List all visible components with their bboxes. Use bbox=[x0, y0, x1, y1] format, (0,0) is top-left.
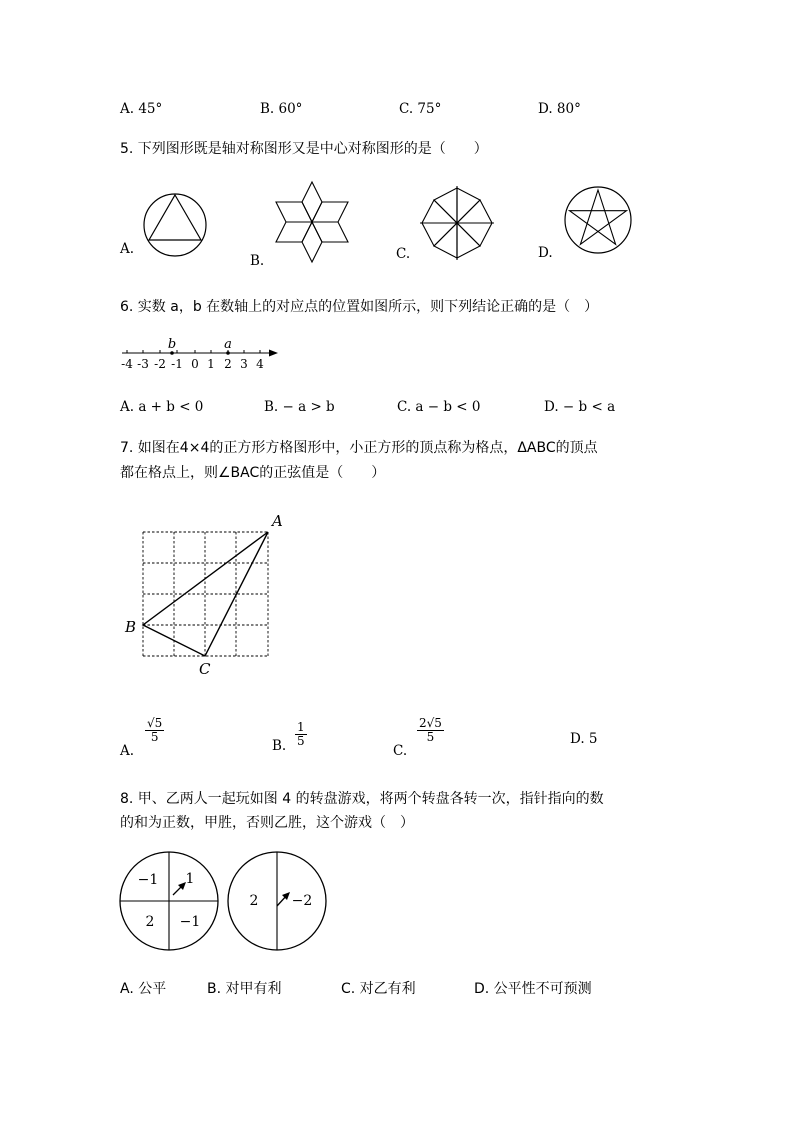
q7-grid-triangle bbox=[120, 505, 295, 685]
q8-wheel1-value: 2 bbox=[145, 914, 155, 930]
q6-tick-label: 1 bbox=[207, 357, 215, 371]
q7-stem-line1: 7. 如图在4×4的正方形方格图形中，小正方形的顶点称为格点，ΔABC的顶点 bbox=[120, 440, 598, 456]
q5-label-d: D. bbox=[538, 245, 553, 261]
q6-option-b: B. − a > b bbox=[264, 399, 335, 415]
q7-option-c-fraction bbox=[417, 717, 444, 744]
q6-option-a: A. a + b < 0 bbox=[120, 399, 204, 415]
q5-label-c: C. bbox=[396, 246, 411, 262]
q8-option-a: A. 公平 bbox=[120, 981, 167, 997]
q8-wheel2-value: 2 bbox=[249, 893, 259, 909]
q8-wheel2-value: −2 bbox=[291, 893, 313, 909]
denominator: 5 bbox=[297, 734, 305, 748]
q8-stem-line1: 8. 甲、乙两人一起玩如图 4 的转盘游戏，将两个转盘各转一次，指针指向的数 bbox=[120, 791, 604, 807]
q7-vertex-a: A bbox=[272, 512, 283, 530]
q6-tick-label: -2 bbox=[154, 357, 166, 371]
q5-stem: 5. 下列图形既是轴对称图形又是中心对称图形的是（ ） bbox=[120, 141, 488, 157]
q6-tick-label: 3 bbox=[240, 357, 248, 371]
q8-wheel1-value: −1 bbox=[179, 914, 201, 930]
q6-tick-label: -1 bbox=[171, 357, 183, 371]
q7-option-c-label: C. bbox=[393, 743, 408, 759]
q8-option-b: B. 对甲有利 bbox=[207, 981, 282, 997]
q5-figure-c-pinwheel bbox=[420, 186, 494, 260]
q8-option-d: D. 公平性不可预测 bbox=[474, 981, 592, 997]
denominator: 5 bbox=[150, 730, 159, 744]
q4-option-b: B. 60° bbox=[260, 101, 303, 117]
q4-option-c: C. 75° bbox=[399, 101, 442, 117]
q7-vertex-b: B bbox=[125, 618, 137, 636]
numerator: √5 bbox=[147, 716, 163, 730]
q7-option-d: D. 5 bbox=[570, 731, 598, 747]
q6-number-line bbox=[120, 336, 285, 376]
q7-vertex-c: C bbox=[199, 660, 211, 678]
q5-label-a: A. bbox=[120, 241, 135, 257]
q7-stem-line2: 都在格点上，则∠BAC的正弦值是（ ） bbox=[120, 465, 386, 481]
q6-tick-label: -4 bbox=[121, 357, 133, 371]
q6-option-d: D. − b < a bbox=[544, 399, 616, 415]
q8-wheel1-value: −1 bbox=[137, 872, 159, 888]
q7-option-a-fraction bbox=[145, 717, 164, 744]
q6-tick-label: 2 bbox=[224, 357, 232, 371]
denominator: 5 bbox=[426, 730, 435, 744]
q6-tick-label: -3 bbox=[137, 357, 149, 371]
q5-label-b: B. bbox=[250, 253, 265, 269]
q7-option-a-label: A. bbox=[120, 743, 135, 759]
q8-wheel1-value: 1 bbox=[185, 871, 195, 887]
q5-figure-d-circle-pentagram bbox=[562, 184, 634, 256]
q4-option-a: A. 45° bbox=[120, 101, 163, 117]
q7-option-b-fraction bbox=[295, 721, 307, 748]
q8-spinner-1 bbox=[118, 850, 223, 952]
q6-tick-label: 4 bbox=[256, 357, 264, 371]
q6-point-b: b bbox=[167, 337, 177, 352]
q8-spinner-2 bbox=[226, 850, 331, 952]
q7-option-b-label: B. bbox=[272, 738, 287, 754]
q5-figure-b-six-rhombus-star bbox=[274, 180, 350, 264]
q5-figure-a-circle-triangle bbox=[140, 190, 210, 260]
numerator: 1 bbox=[297, 720, 305, 734]
q6-stem: 6. 实数 a，b 在数轴上的对应点的位置如图所示，则下列结论正确的是（ ） bbox=[120, 299, 599, 315]
q8-stem-line2: 的和为正数，甲胜，否则乙胜，这个游戏（ ） bbox=[120, 815, 414, 831]
q4-option-d: D. 80° bbox=[538, 101, 581, 117]
q8-option-c: C. 对乙有利 bbox=[341, 981, 416, 997]
q6-point-a: a bbox=[224, 337, 232, 352]
q6-option-c: C. a − b < 0 bbox=[397, 399, 481, 415]
numerator: 2√5 bbox=[419, 716, 442, 730]
q6-tick-label: 0 bbox=[191, 357, 199, 371]
